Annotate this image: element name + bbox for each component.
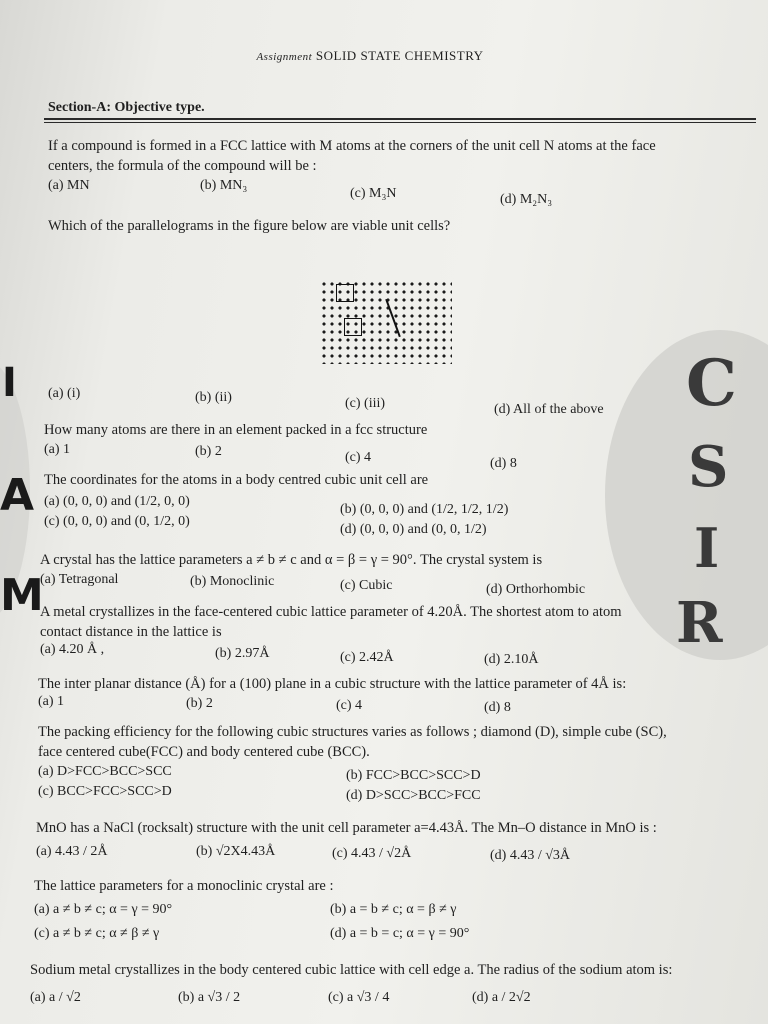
option-c: (c) 4 <box>336 698 363 713</box>
divider <box>44 122 756 123</box>
option-d: (d) Orthorhombic <box>486 582 586 597</box>
option-b: (b) Monoclinic <box>190 574 275 589</box>
option-c: (c) a ≠ b ≠ c; α ≠ β ≠ γ <box>34 926 160 941</box>
question-text: A crystal has the lattice parameters a ≠ b ≠ c and α = β = γ = 90°. The crystal system is <box>40 552 543 568</box>
option-c: (c) Cubic <box>340 578 393 593</box>
option-d: (d) (0, 0, 0) and (0, 0, 1/2) <box>340 522 487 537</box>
question-text: The packing efficiency for the following cubic structures varies as follows ; diamond (D), simple cube (SC), <box>38 724 667 740</box>
option-d: (d) M₂N₃ <box>500 192 553 207</box>
option-d: (d) 8 <box>490 456 517 471</box>
option-d: (d) 8 <box>484 700 511 715</box>
option-a: (a) D>FCC>BCC>SCC <box>38 764 172 779</box>
option-d: (d) 2.10Å <box>484 652 539 667</box>
option-a: (a) a / √2 <box>30 990 81 1005</box>
option-a: (a) (i) <box>48 386 81 401</box>
page-header <box>0 48 740 64</box>
question-text: contact distance in the lattice is <box>40 624 222 640</box>
option-a: (a) a ≠ b ≠ c; α = γ = 90° <box>34 902 173 917</box>
option-c: (c) a √3 / 4 <box>328 990 390 1005</box>
option-d: (d) All of the above <box>494 402 604 417</box>
option-c: (c) (iii) <box>345 396 386 411</box>
option-b: (b) (ii) <box>195 390 232 405</box>
option-c: (c) 2.42Å <box>340 650 394 665</box>
option-b: (b) FCC>BCC>SCC>D <box>346 768 481 783</box>
question-text: centers, the formula of the compound will be : <box>48 158 317 174</box>
question-text: How many atoms are there in an element packed in a fcc structure <box>44 422 428 438</box>
watermark-letter-s: S <box>688 434 729 500</box>
side-letter: A <box>0 470 35 521</box>
option-a: (a) MN <box>48 178 90 193</box>
question-text: A metal crystallizes in the face-centered cubic lattice parameter of 4.20Å. The shortest atom to atom <box>40 604 622 620</box>
option-b: (b) 2 <box>195 444 222 459</box>
option-a: (a) 1 <box>44 442 71 457</box>
question-text: The inter planar distance (Å) for a (100) plane in a cubic structure with the lattice parameter of 4Å is: <box>38 676 627 692</box>
option-c: (c) 4.43 / √2Å <box>332 846 412 861</box>
option-b: (b) a √3 / 2 <box>178 990 241 1005</box>
option-c: (c) BCC>FCC>SCC>D <box>38 784 172 799</box>
divider <box>44 118 756 120</box>
option-d: (d) 4.43 / √3Å <box>490 848 571 863</box>
question-text: The lattice parameters for a monoclinic crystal are : <box>34 878 334 894</box>
option-c: (c) 4 <box>345 450 372 465</box>
question-text: MnO has a NaCl (rocksalt) structure with the unit cell parameter a=4.43Å. The Mn–O distance in MnO is : <box>36 820 657 836</box>
section-heading: Section-A: Objective type. <box>48 100 205 115</box>
option-b: (b) (0, 0, 0) and (1/2, 1/2, 1/2) <box>340 502 509 517</box>
option-a: (a) (0, 0, 0) and (1/2, 0, 0) <box>44 494 190 509</box>
option-d: (d) a = b = c; α = γ = 90° <box>330 926 470 941</box>
option-a: (a) 1 <box>38 694 65 709</box>
watermark-letter-c: C <box>686 346 737 421</box>
side-letter: M <box>0 570 44 621</box>
option-a: (a) Tetragonal <box>40 572 119 587</box>
side-letter: I <box>2 360 17 406</box>
parallelogram-i <box>336 284 354 302</box>
option-c: (c) (0, 0, 0) and (0, 1/2, 0) <box>44 514 190 529</box>
question-text: If a compound is formed in a FCC lattice with M atoms at the corners of the unit cell N atoms at the face <box>48 138 656 154</box>
option-b: (b) MN₃ <box>200 178 248 193</box>
option-c: (c) M₃N <box>350 186 397 201</box>
watermark-letter-i: I <box>694 516 720 580</box>
option-a: (a) 4.43 / 2Å <box>36 844 108 859</box>
question-text: Sodium metal crystallizes in the body centered cubic lattice with cell edge a. The radius of the sodium atom is: <box>30 962 673 978</box>
option-a: (a) 4.20 Å , <box>40 642 105 657</box>
header-title: SOLID STATE CHEMISTRY <box>315 48 484 63</box>
watermark-letter-r: R <box>676 590 723 656</box>
question-text: face centered cube(FCC) and body centered cube (BCC). <box>38 744 370 760</box>
option-b: (b) √2X4.43Å <box>196 844 276 859</box>
question-text: The coordinates for the atoms in a body centred cubic unit cell are <box>44 472 429 488</box>
option-d: (d) D>SCC>BCC>FCC <box>346 788 481 803</box>
option-b: (b) 2.97Å <box>215 646 270 661</box>
option-d: (d) a / 2√2 <box>472 990 531 1005</box>
parallelogram-ii <box>344 318 362 336</box>
option-b: (b) 2 <box>186 696 213 711</box>
header-prefix: Assignment <box>256 51 313 63</box>
question-text: Which of the parallelograms in the figure below are viable unit cells? <box>48 218 451 234</box>
option-b: (b) a = b ≠ c; α = β ≠ γ <box>330 902 457 917</box>
